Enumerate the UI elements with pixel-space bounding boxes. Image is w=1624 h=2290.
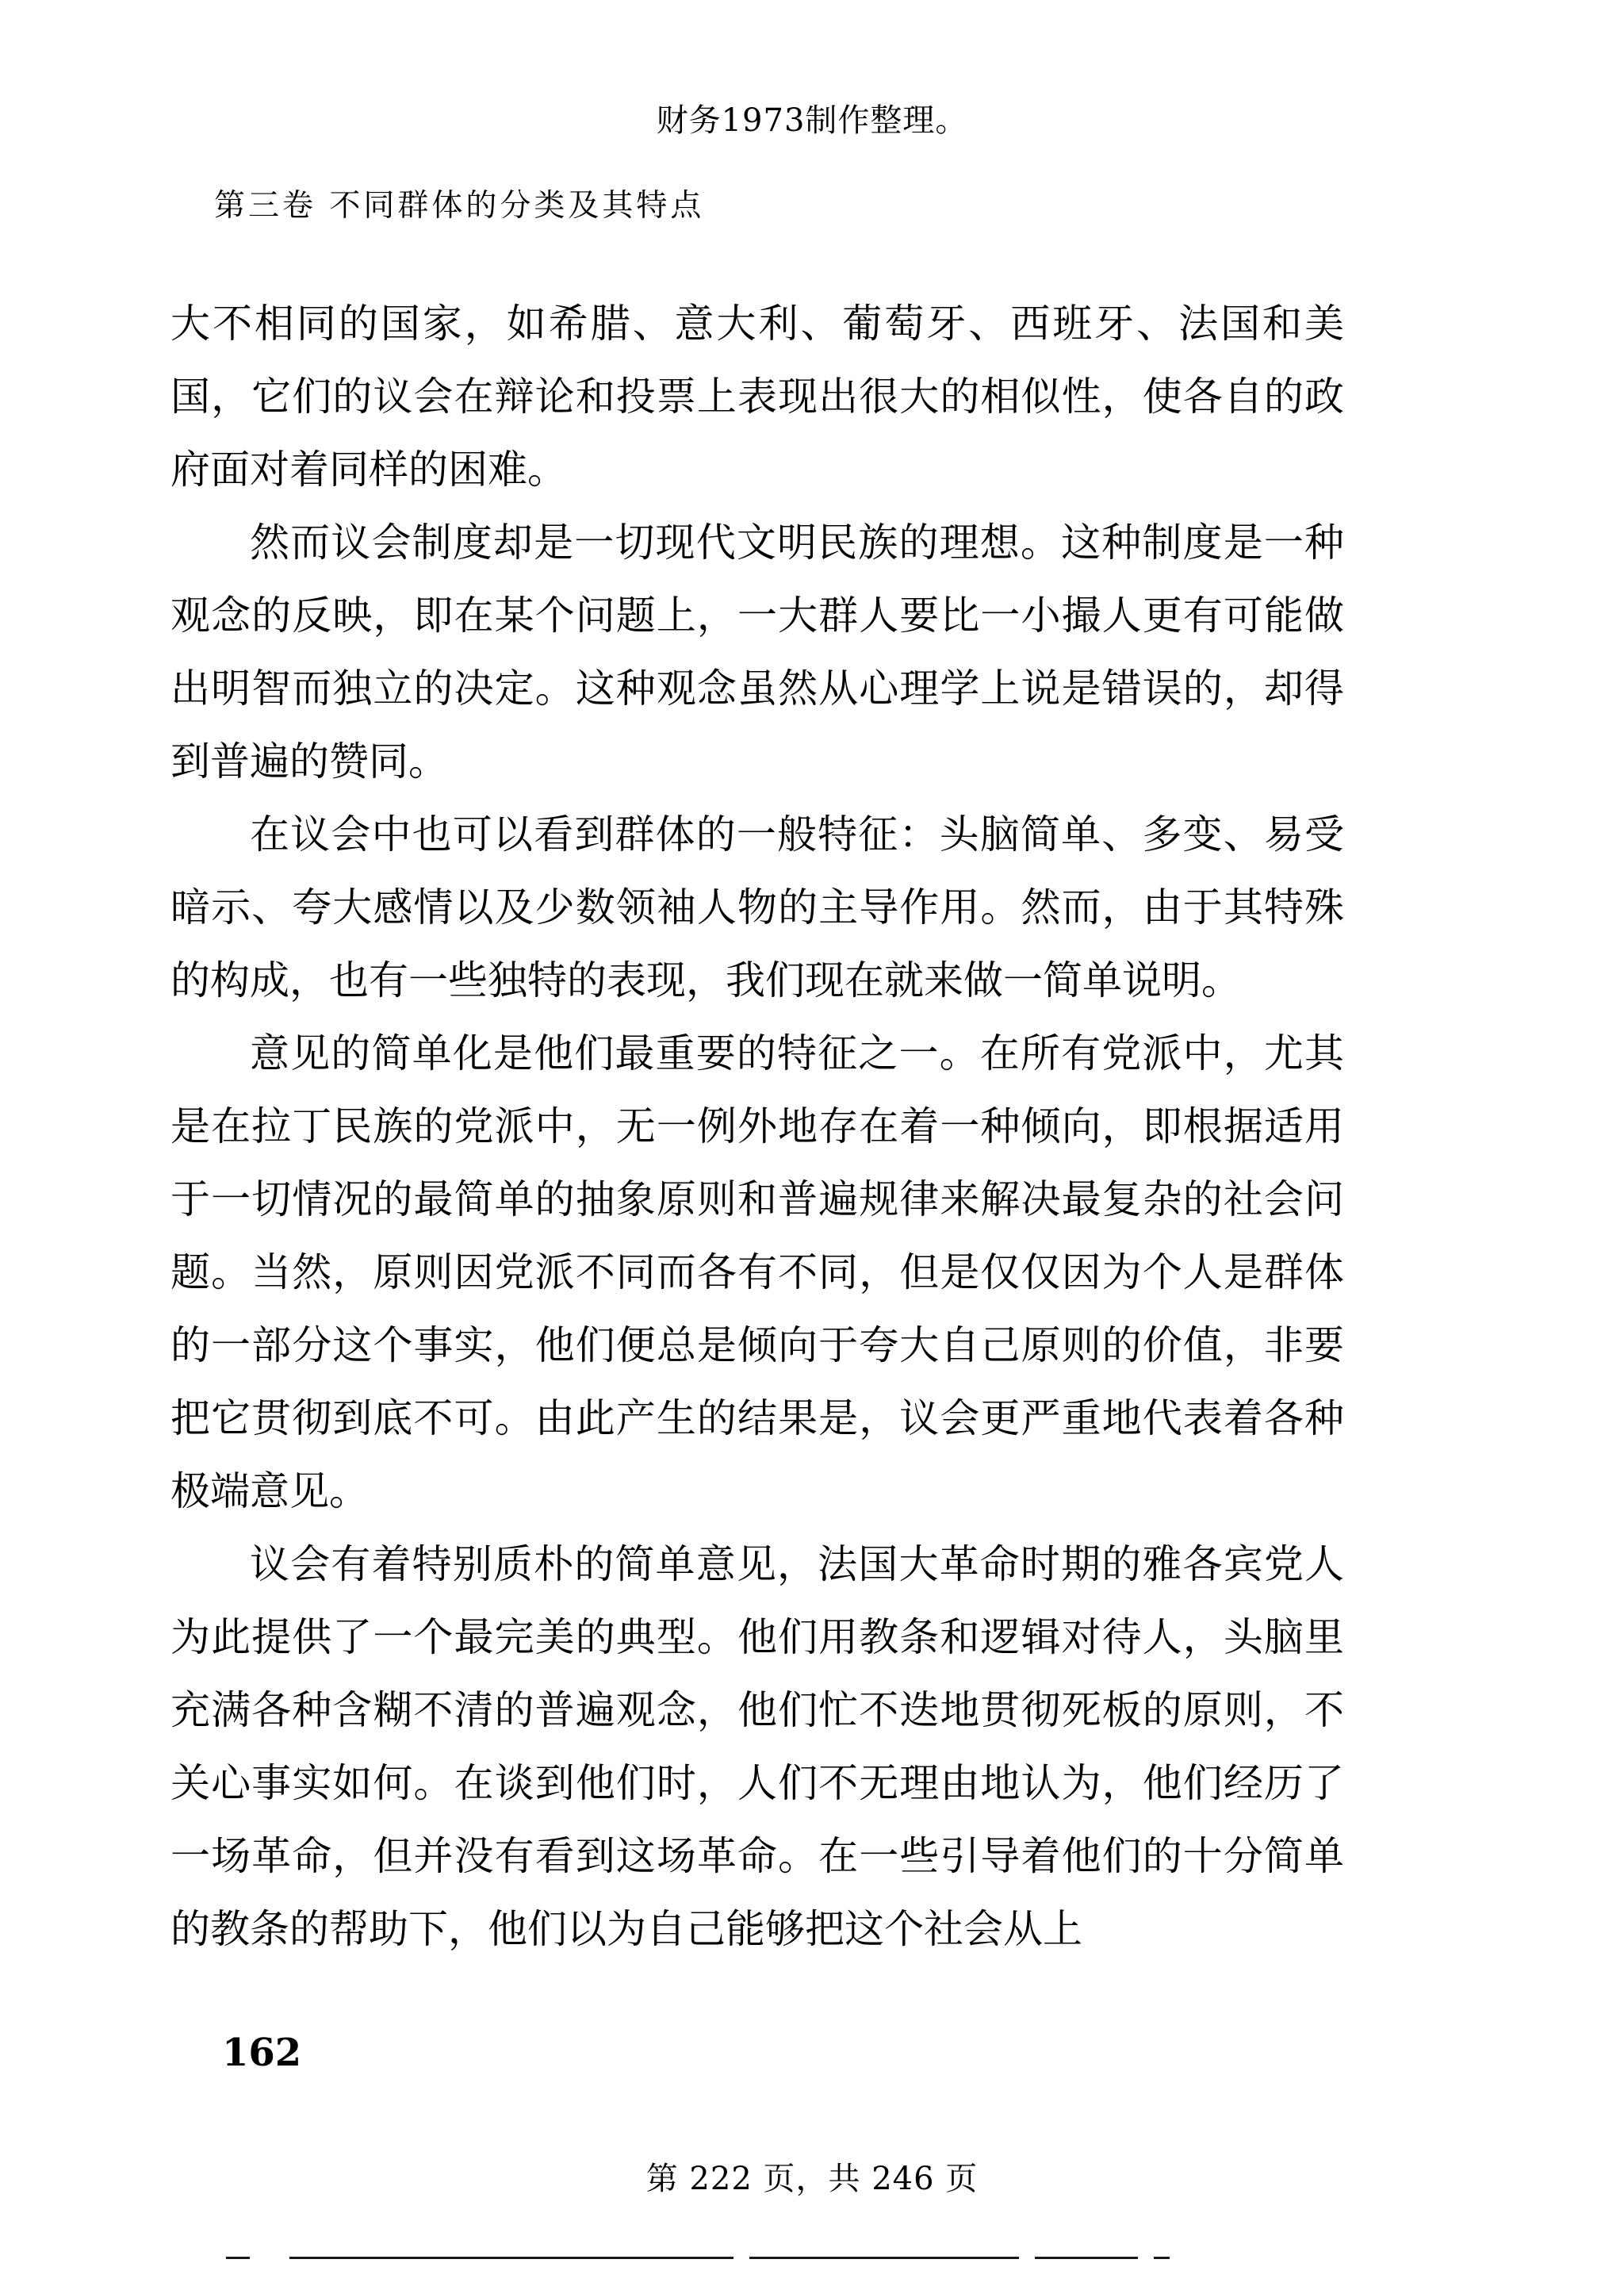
running-head: 第三卷 不同群体的分类及其特点: [214, 188, 705, 224]
paragraph: 议会有着特别质朴的简单意见，法国大革命时期的雅各宾党人为此提供了一个最完美的典型。他们用教条和逻辑对待人，头脑里充满各种含糊不清的普遍观念，他们忙不迭地贯彻死板的原则，不关心事实如何。在谈到他们时，人们不无理由地认为，他们经历了一场革命，但并没有看到这场革命。在一些引导着他们的十分简单的教条的帮助下，他们以为自己能够把这个社会从上: [170, 1541, 1344, 1952]
paragraph: 然而议会制度却是一切现代文明民族的理想。这种制度是一种观念的反映，即在某个问题上，一大群人要比一小撮人更有可能做出明智而独立的决定。这种观念虽然从心理学上说是错误的，却得到普遍的赞同。: [170, 520, 1344, 784]
paragraph: 意见的简单化是他们最重要的特征之一。在所有党派中，尤其是在拉丁民族的党派中，无一例外地存在着一种倾向，即根据适用于一切情况的最简单的抽象原则和普遍规律来解决最复杂的社会问题。当然，原则因党派不同而各有不同，但是仅仅因为个人是群体的一部分这个事实，他们便总是倾向于夸大自己原则的价值，非要把它贯彻到底不可。由此产生的结果是，议会更严重地代表着各种极端意见。: [170, 1030, 1344, 1514]
scan-edge-line: [226, 2254, 1185, 2262]
page-number: 162: [222, 2031, 302, 2075]
paragraph: 大不相同的国家，如希腊、意大利、葡萄牙、西班牙、法国和美国，它们的议会在辩论和投票上表现出很大的相似性，使各自的政府面对着同样的困难。: [170, 301, 1344, 493]
page-counter: 第 222 页，共 246 页: [645, 2161, 979, 2197]
paragraph: 在议会中也可以看到群体的一般特征：头脑简单、多变、易受暗示、夸大感情以及少数领袖人物的主导作用。然而，由于其特殊的构成，也有一些独特的表现，我们现在就来做一简单说明。: [170, 811, 1344, 1003]
watermark-text: 财务1973制作整理。: [656, 102, 968, 139]
body-text: [170, 287, 1344, 1966]
